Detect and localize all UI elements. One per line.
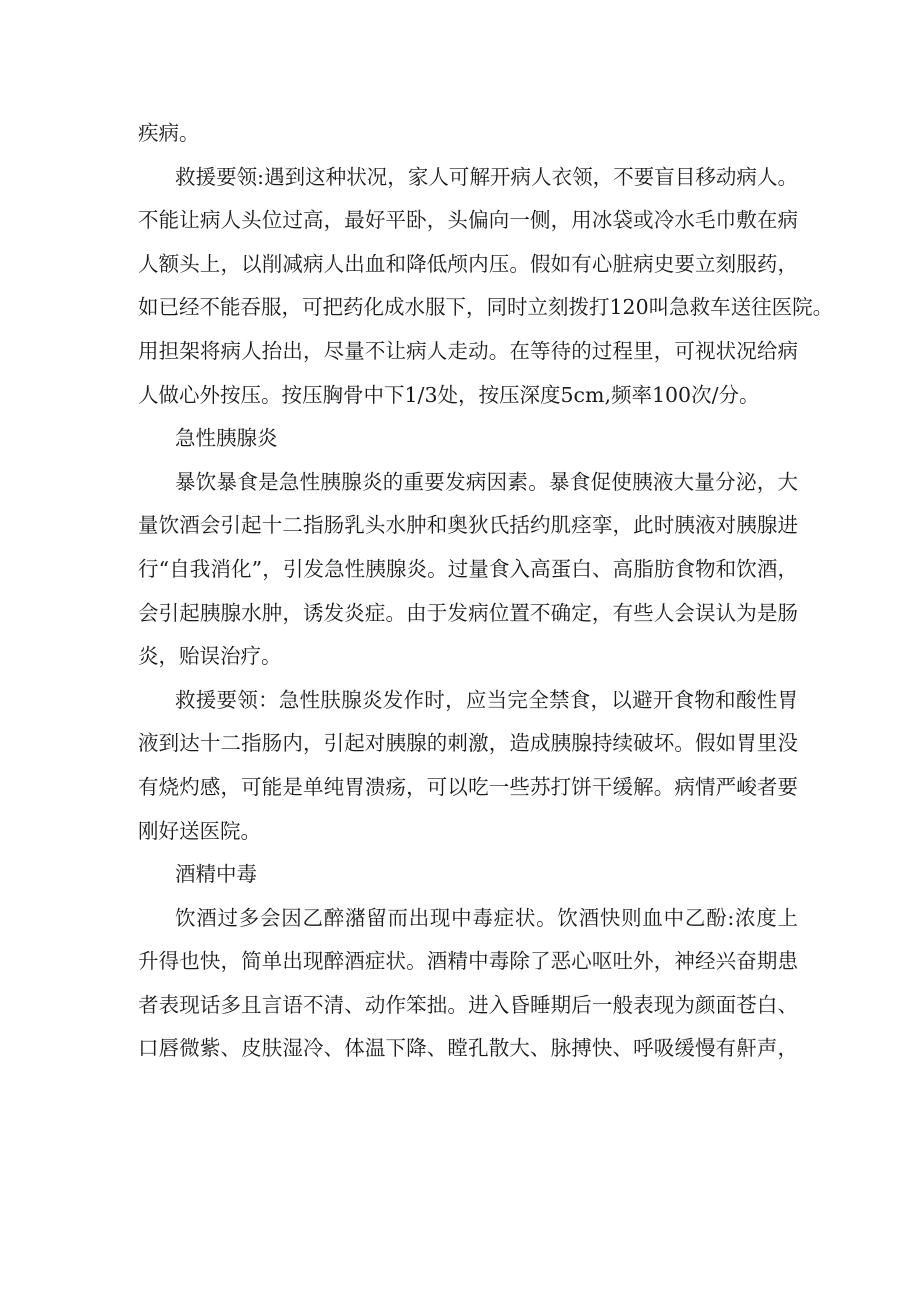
text-line: 如已经不能吞服，可把药化成水服下，同时立刻拨打120叫急救车送往医院。 — [138, 295, 834, 320]
text-line: 会引起胰腺水肿，诱发炎症。由于发病位置不确定，有些人会误认为是肠 — [138, 600, 798, 625]
text-line: 疾病。 — [138, 121, 200, 145]
text-line: 人额头上，以削减病人出血和降低颅内压。假如有心脏病史要立刻服药， — [138, 251, 798, 276]
text-line: 人做心外按压。按压胸骨中下1/3处，按压深度5cm,频率100次/分。 — [138, 382, 760, 407]
text-line: 炎，贻误治疗。 — [138, 644, 282, 669]
text-line: 不能让病人头位过高，最好平卧，头偏向一侧，用冰袋或冷水毛巾敷在病 — [138, 208, 798, 233]
text-line: 液到达十二指肠内，引起对胰腺的刺激，造成胰腺持续破坏。假如胃里没 — [138, 731, 798, 756]
text-line: 口唇微紫、皮肤湿冷、体温下降、瞠孔散大、脉搏快、呼吸缓慢有鼾声， — [138, 1036, 798, 1061]
text-line: 升得也快，简单出现醉酒症状。酒精中毒除了恶心呕吐外，神经兴奋期患 — [138, 949, 798, 974]
document-body — [138, 112, 834, 1071]
body-paragraph — [138, 679, 798, 853]
body-paragraph — [138, 112, 798, 156]
section-heading — [138, 853, 798, 897]
text-line: 行“自我消化”，引发急性胰腺炎。过量食入高蛋白、高脂肪食物和饮酒， — [138, 556, 798, 581]
text-line: 量饮酒会引起十二指肠乳头水肿和奥狄氏括约肌痉挛，此时胰液对胰腺进 — [138, 513, 798, 538]
text-line: 者表现话多且言语不清、动作笨拙。进入昏睡期后一般表现为颜面苍白、 — [138, 992, 798, 1017]
text-line: 有烧灼感，可能是单纯胃溃疡，可以吃一些苏打饼干缓解。病情严峻者要 — [138, 774, 798, 799]
heading-text: 酒精中毒 — [175, 862, 257, 887]
text-line: 饮酒过多会因乙醉潴留而出现中毒症状。饮酒快则血中乙酚:浓度上 — [175, 905, 798, 930]
text-line: 救援要领:遇到这种状况，家人可解开病人衣领，不要盲目移动病人。 — [175, 164, 798, 189]
section-heading — [138, 417, 798, 461]
text-line: 用担架将病人抬出，尽量不让病人走动。在等待的过程里，可视状况给病 — [138, 338, 798, 363]
heading-text: 急性胰腺炎 — [175, 426, 278, 451]
text-line: 救援要领：急性肤腺炎发作时，应当完全禁食，以避开食物和酸性胃 — [175, 687, 798, 712]
body-paragraph — [138, 897, 798, 1071]
text-line: 刚好送医院。 — [138, 818, 261, 843]
body-paragraph — [138, 461, 798, 679]
body-paragraph — [138, 156, 834, 418]
text-line: 暴饮暴食是急性胰腺炎的重要发病因素。暴食促使胰液大量分泌，大 — [175, 469, 798, 494]
